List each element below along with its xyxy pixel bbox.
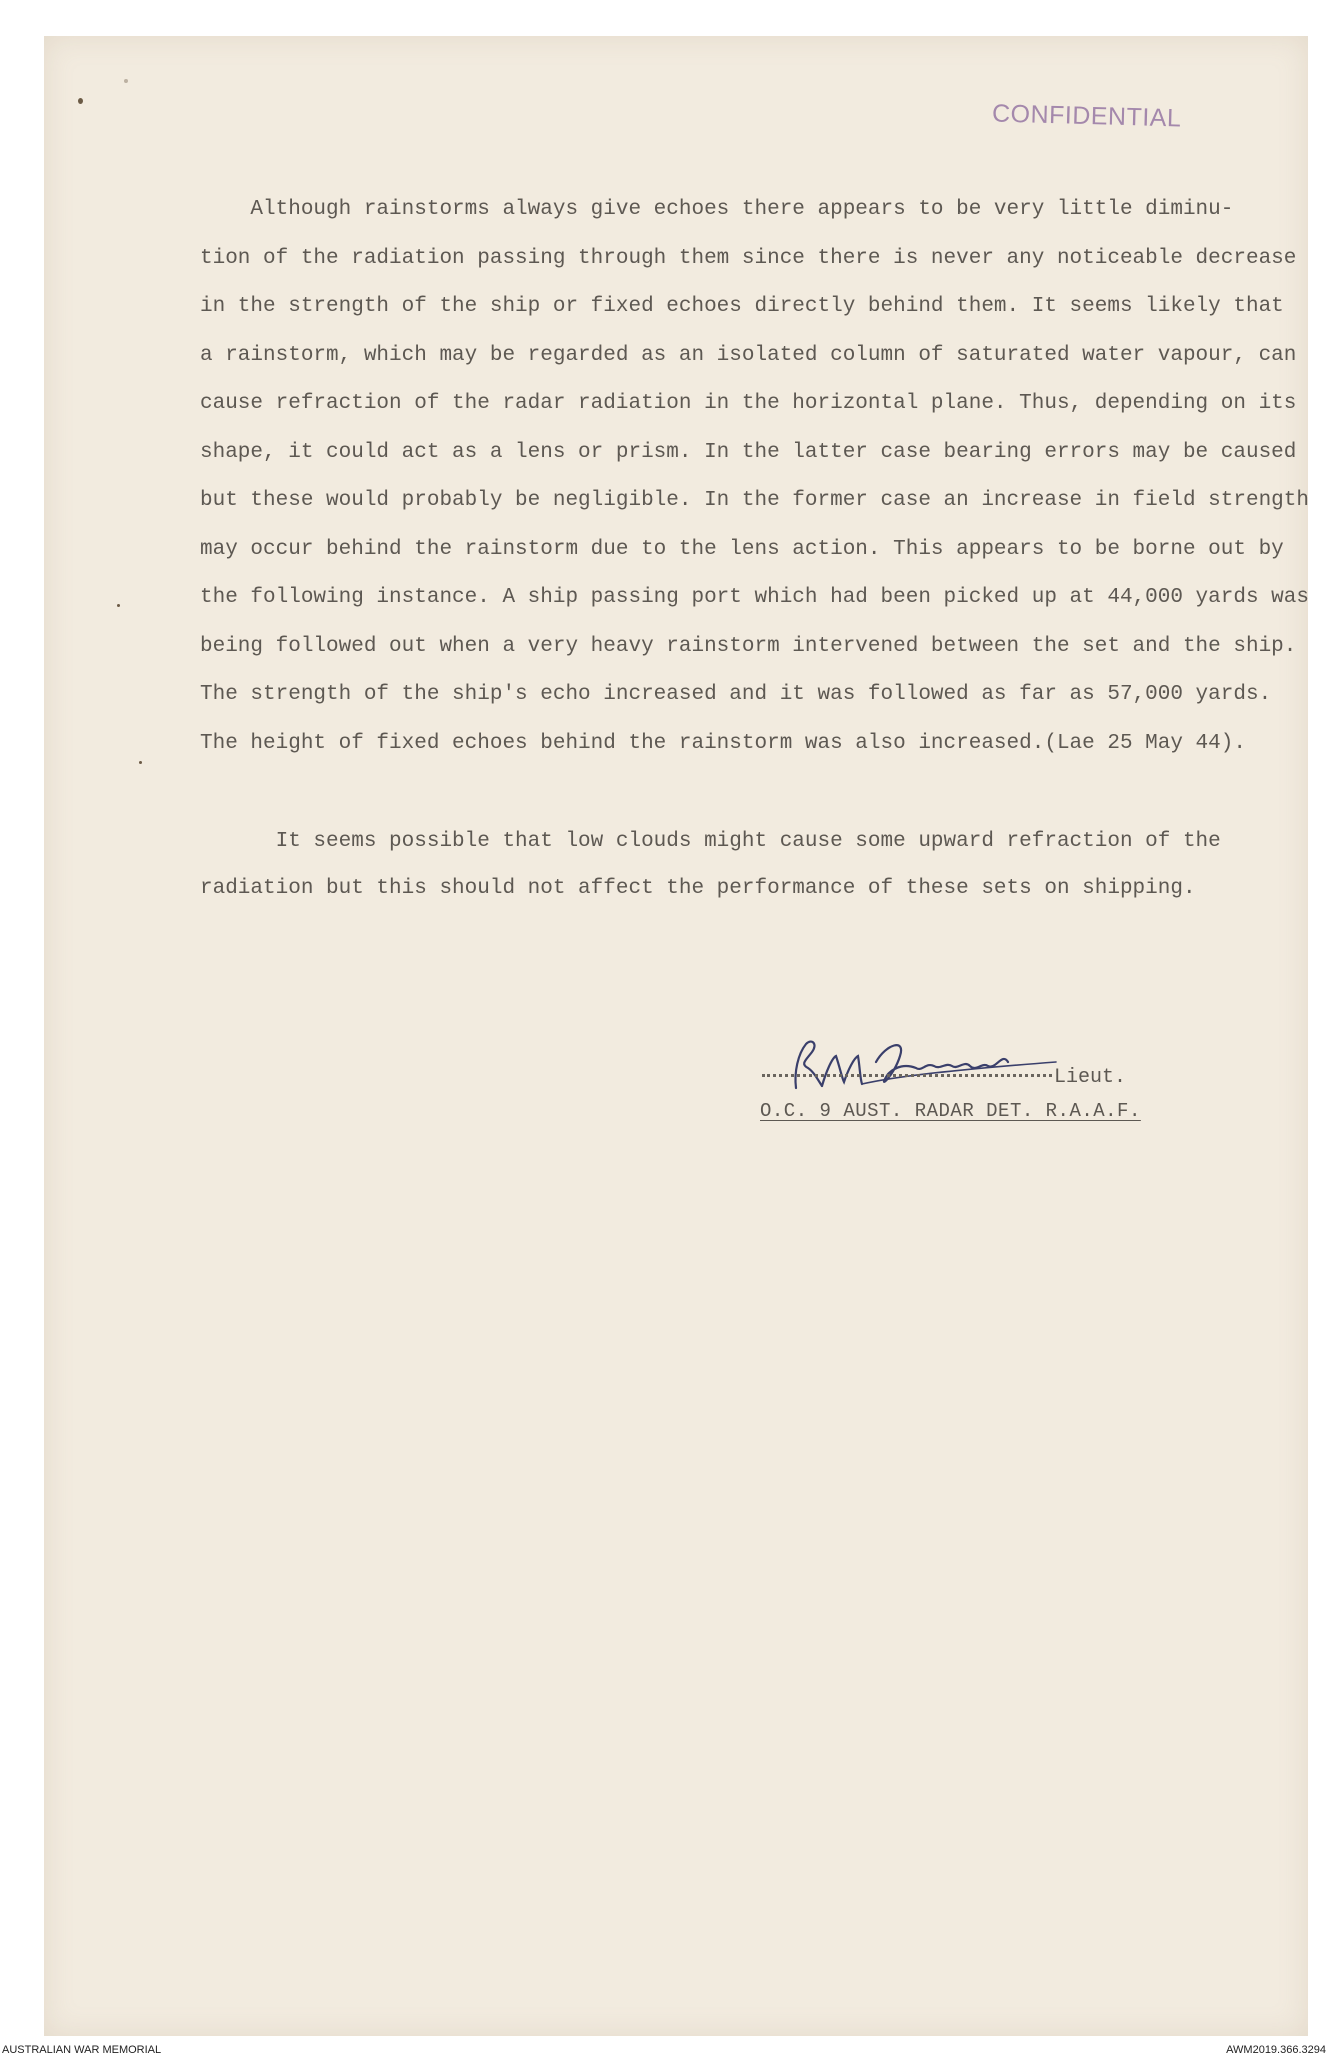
signature-rank: Lieut. (1054, 1066, 1127, 1089)
paper-stain (124, 79, 128, 83)
paper-stain (78, 98, 83, 104)
text-line: in the strength of the ship or fixed echoes directly behind them. It seems likely that (200, 295, 1284, 318)
text-line: It seems possible that low clouds might cause some upward refraction of the (200, 830, 1221, 853)
paper-mark (139, 761, 142, 764)
signature-unit: O.C. 9 AUST. RADAR DET. R.A.A.F. (760, 1100, 1141, 1122)
text-line: may occur behind the rainstorm due to the lens action. This appears to be borne out by (200, 537, 1284, 561)
footer-archive-name: AUSTRALIAN WAR MEMORIAL (2, 2044, 162, 2056)
paper-mark (117, 604, 120, 607)
handwritten-signature (756, 1022, 1066, 1112)
paragraph-1 (200, 186, 1309, 768)
text-line: shape, it could act as a lens or prism. In the latter case bearing errors may be caused (200, 440, 1297, 464)
text-line: tion of the radiation passing through them since there is never any noticeable decrease (200, 246, 1297, 270)
text-line: radiation but this should not affect the performance of these sets on shipping. (200, 877, 1196, 900)
text-line: Although rainstorms always give echoes there appears to be very little diminu- (200, 198, 1234, 221)
signature-dotted-line (762, 1074, 1052, 1077)
text-line: The strength of the ship's echo increased and it was followed as far as 57,000 yards. (200, 683, 1272, 706)
text-line: being followed out when a very heavy rainstorm intervened between the set and the ship. (200, 634, 1297, 658)
text-line: cause refraction of the radar radiation in the horizontal plane. Thus, depending on its (200, 392, 1297, 415)
text-line: but these would probably be negligible. In the former case an increase in field strength (200, 489, 1309, 512)
document-page (44, 36, 1308, 2036)
footer-accession-number: AWM2019.366.3294 (1226, 2044, 1326, 2056)
paragraph-2 (200, 818, 1280, 912)
text-line: The height of fixed echoes behind the rainstorm was also increased.(Lae 25 May 44). (200, 731, 1246, 755)
confidential-stamp: CONFIDENTIAL (991, 99, 1182, 133)
text-line: the following instance. A ship passing port which had been picked up at 44,000 yards was (200, 586, 1309, 609)
text-line: a rainstorm, which may be regarded as an isolated column of saturated water vapour, can (200, 343, 1297, 367)
